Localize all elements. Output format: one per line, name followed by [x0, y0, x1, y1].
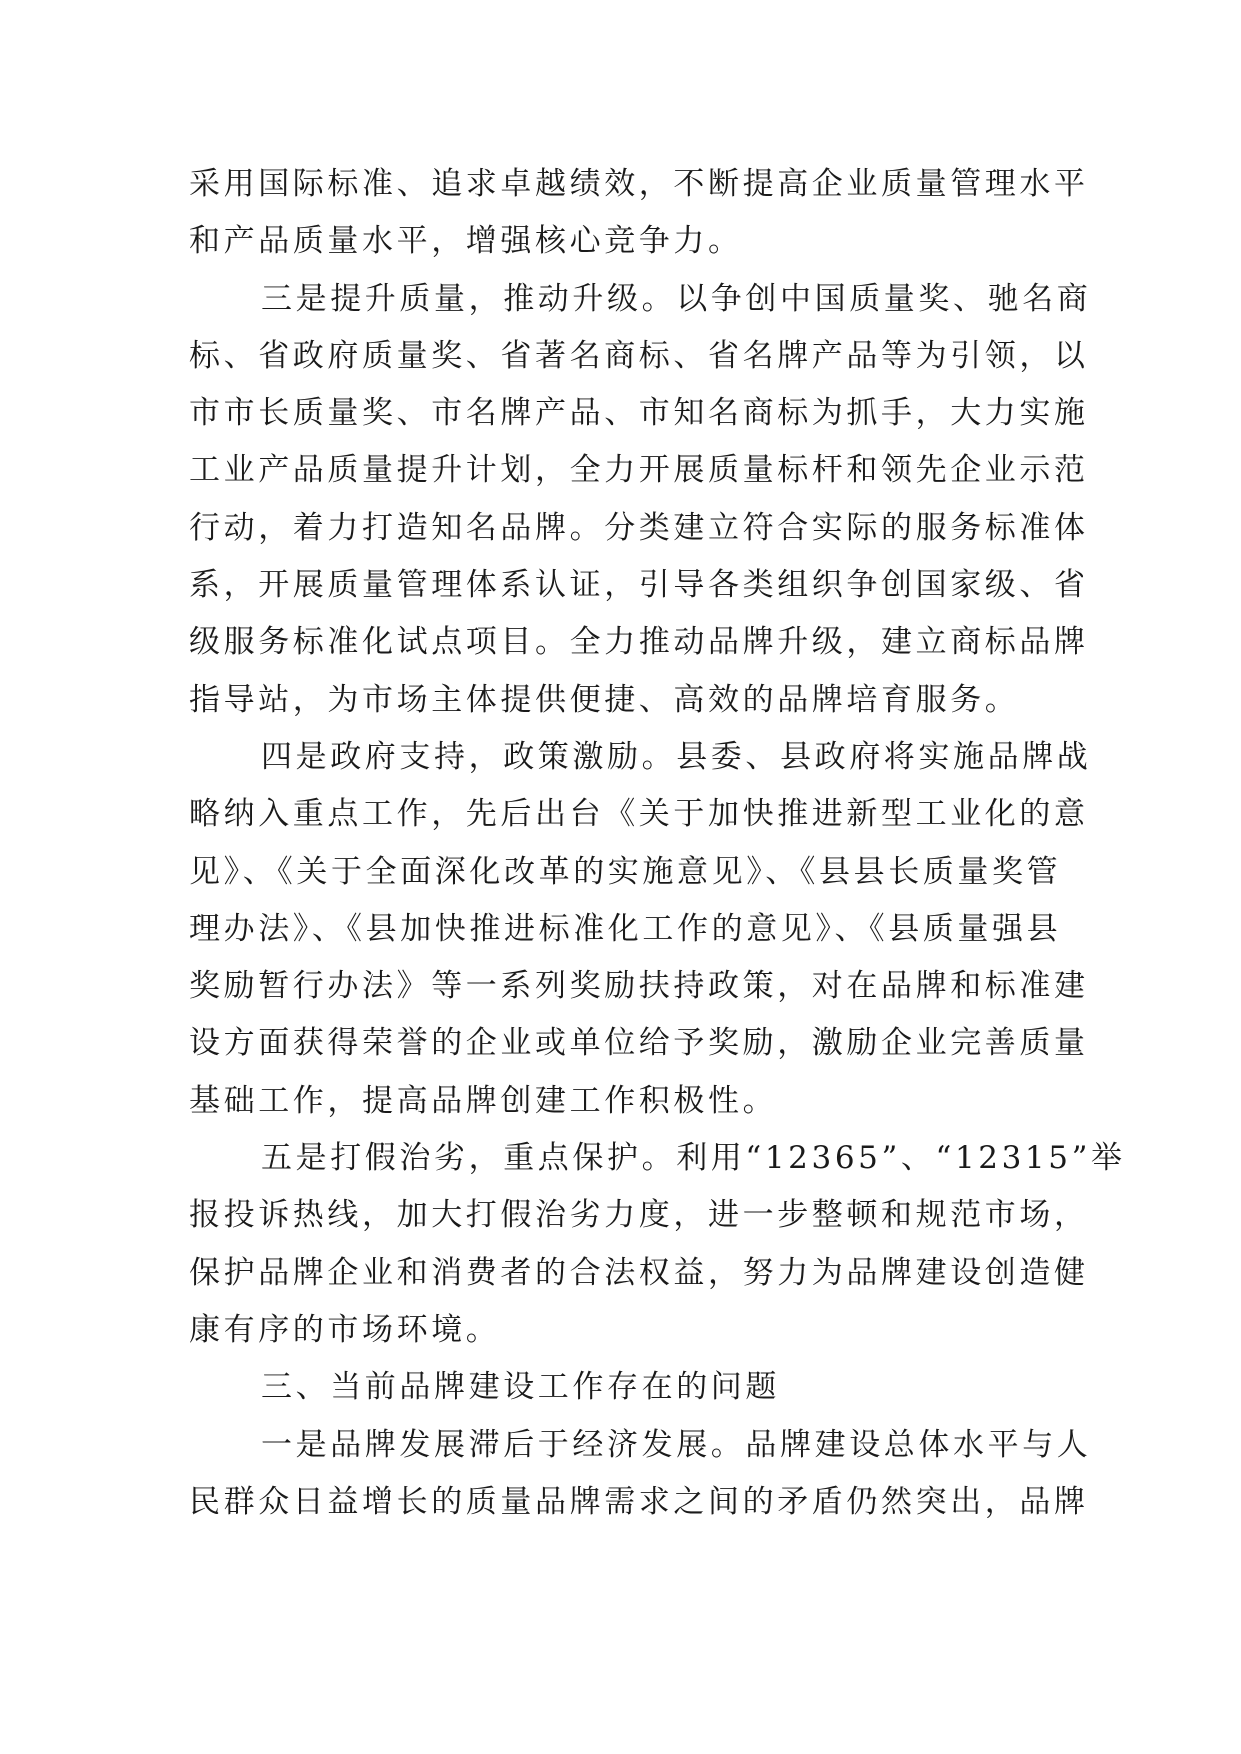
text-line: 一是品牌发展滞后于经济发展。品牌建设总体水平与人: [261, 1426, 1092, 1463]
text-line: 三是提升质量，推动升级。以争创中国质量奖、驰名商: [261, 280, 1092, 317]
text-line: 行动，着力打造知名品牌。分类建立符合实际的服务标准体: [189, 509, 1089, 546]
text-line: 四是政府支持，政策激励。县委、县政府将实施品牌战: [261, 738, 1092, 775]
text-line: 民群众日益增长的质量品牌需求之间的矛盾仍然突出，品牌: [189, 1483, 1089, 1520]
text-line: 和产品质量水平，增强核心竞争力。: [189, 223, 743, 260]
text-line: 康有序的市场环境。: [189, 1311, 501, 1348]
text-line: 基础工作，提高品牌创建工作积极性。: [189, 1082, 778, 1119]
text-line: 工业产品质量提升计划，全力开展质量标杆和领先企业示范: [189, 452, 1089, 489]
text-line: 报投诉热线，加大打假治劣力度，进一步整顿和规范市场，: [189, 1197, 1089, 1234]
text-line: 保护品牌企业和消费者的合法权益，努力为品牌建设创造健: [189, 1254, 1089, 1291]
text-line: 略纳入重点工作，先后出台《关于加快推进新型工业化的意: [189, 796, 1089, 833]
text-line: 标、省政府质量奖、省著名商标、省名牌产品等为引领，以: [189, 337, 1089, 374]
text-line: 系，开展质量管理体系认证，引导各类组织争创国家级、省: [189, 567, 1089, 604]
text-line: 见》、《关于全面深化改革的实施意见》、《县县长质量奖管: [189, 853, 1062, 890]
text-line: 市市长质量奖、市名牌产品、市知名商标为抓手，大力实施: [189, 395, 1089, 432]
text-line: 理办法》、《县加快推进标准化工作的意见》、《县质量强县: [189, 910, 1062, 947]
text-line: 级服务标准化试点项目。全力推动品牌升级，建立商标品牌: [189, 624, 1089, 661]
text-line: 奖励暂行办法》等一系列奖励扶持政策，对在品牌和标准建: [189, 968, 1089, 1005]
text-line: 设方面获得荣誉的企业或单位给予奖励，激励企业完善质量: [189, 1025, 1089, 1062]
text-line: 五是打假治劣，重点保护。利用“12365”、“12315”举: [261, 1140, 1126, 1177]
document-body: [189, 156, 1126, 1531]
text-line: 采用国际标准、追求卓越绩效，不断提高企业质量管理水平: [189, 166, 1089, 202]
section-heading: 三、当前品牌建设工作存在的问题: [261, 1369, 780, 1406]
text-line: 指导站，为市场主体提供便捷、高效的品牌培育服务。: [189, 681, 1020, 718]
